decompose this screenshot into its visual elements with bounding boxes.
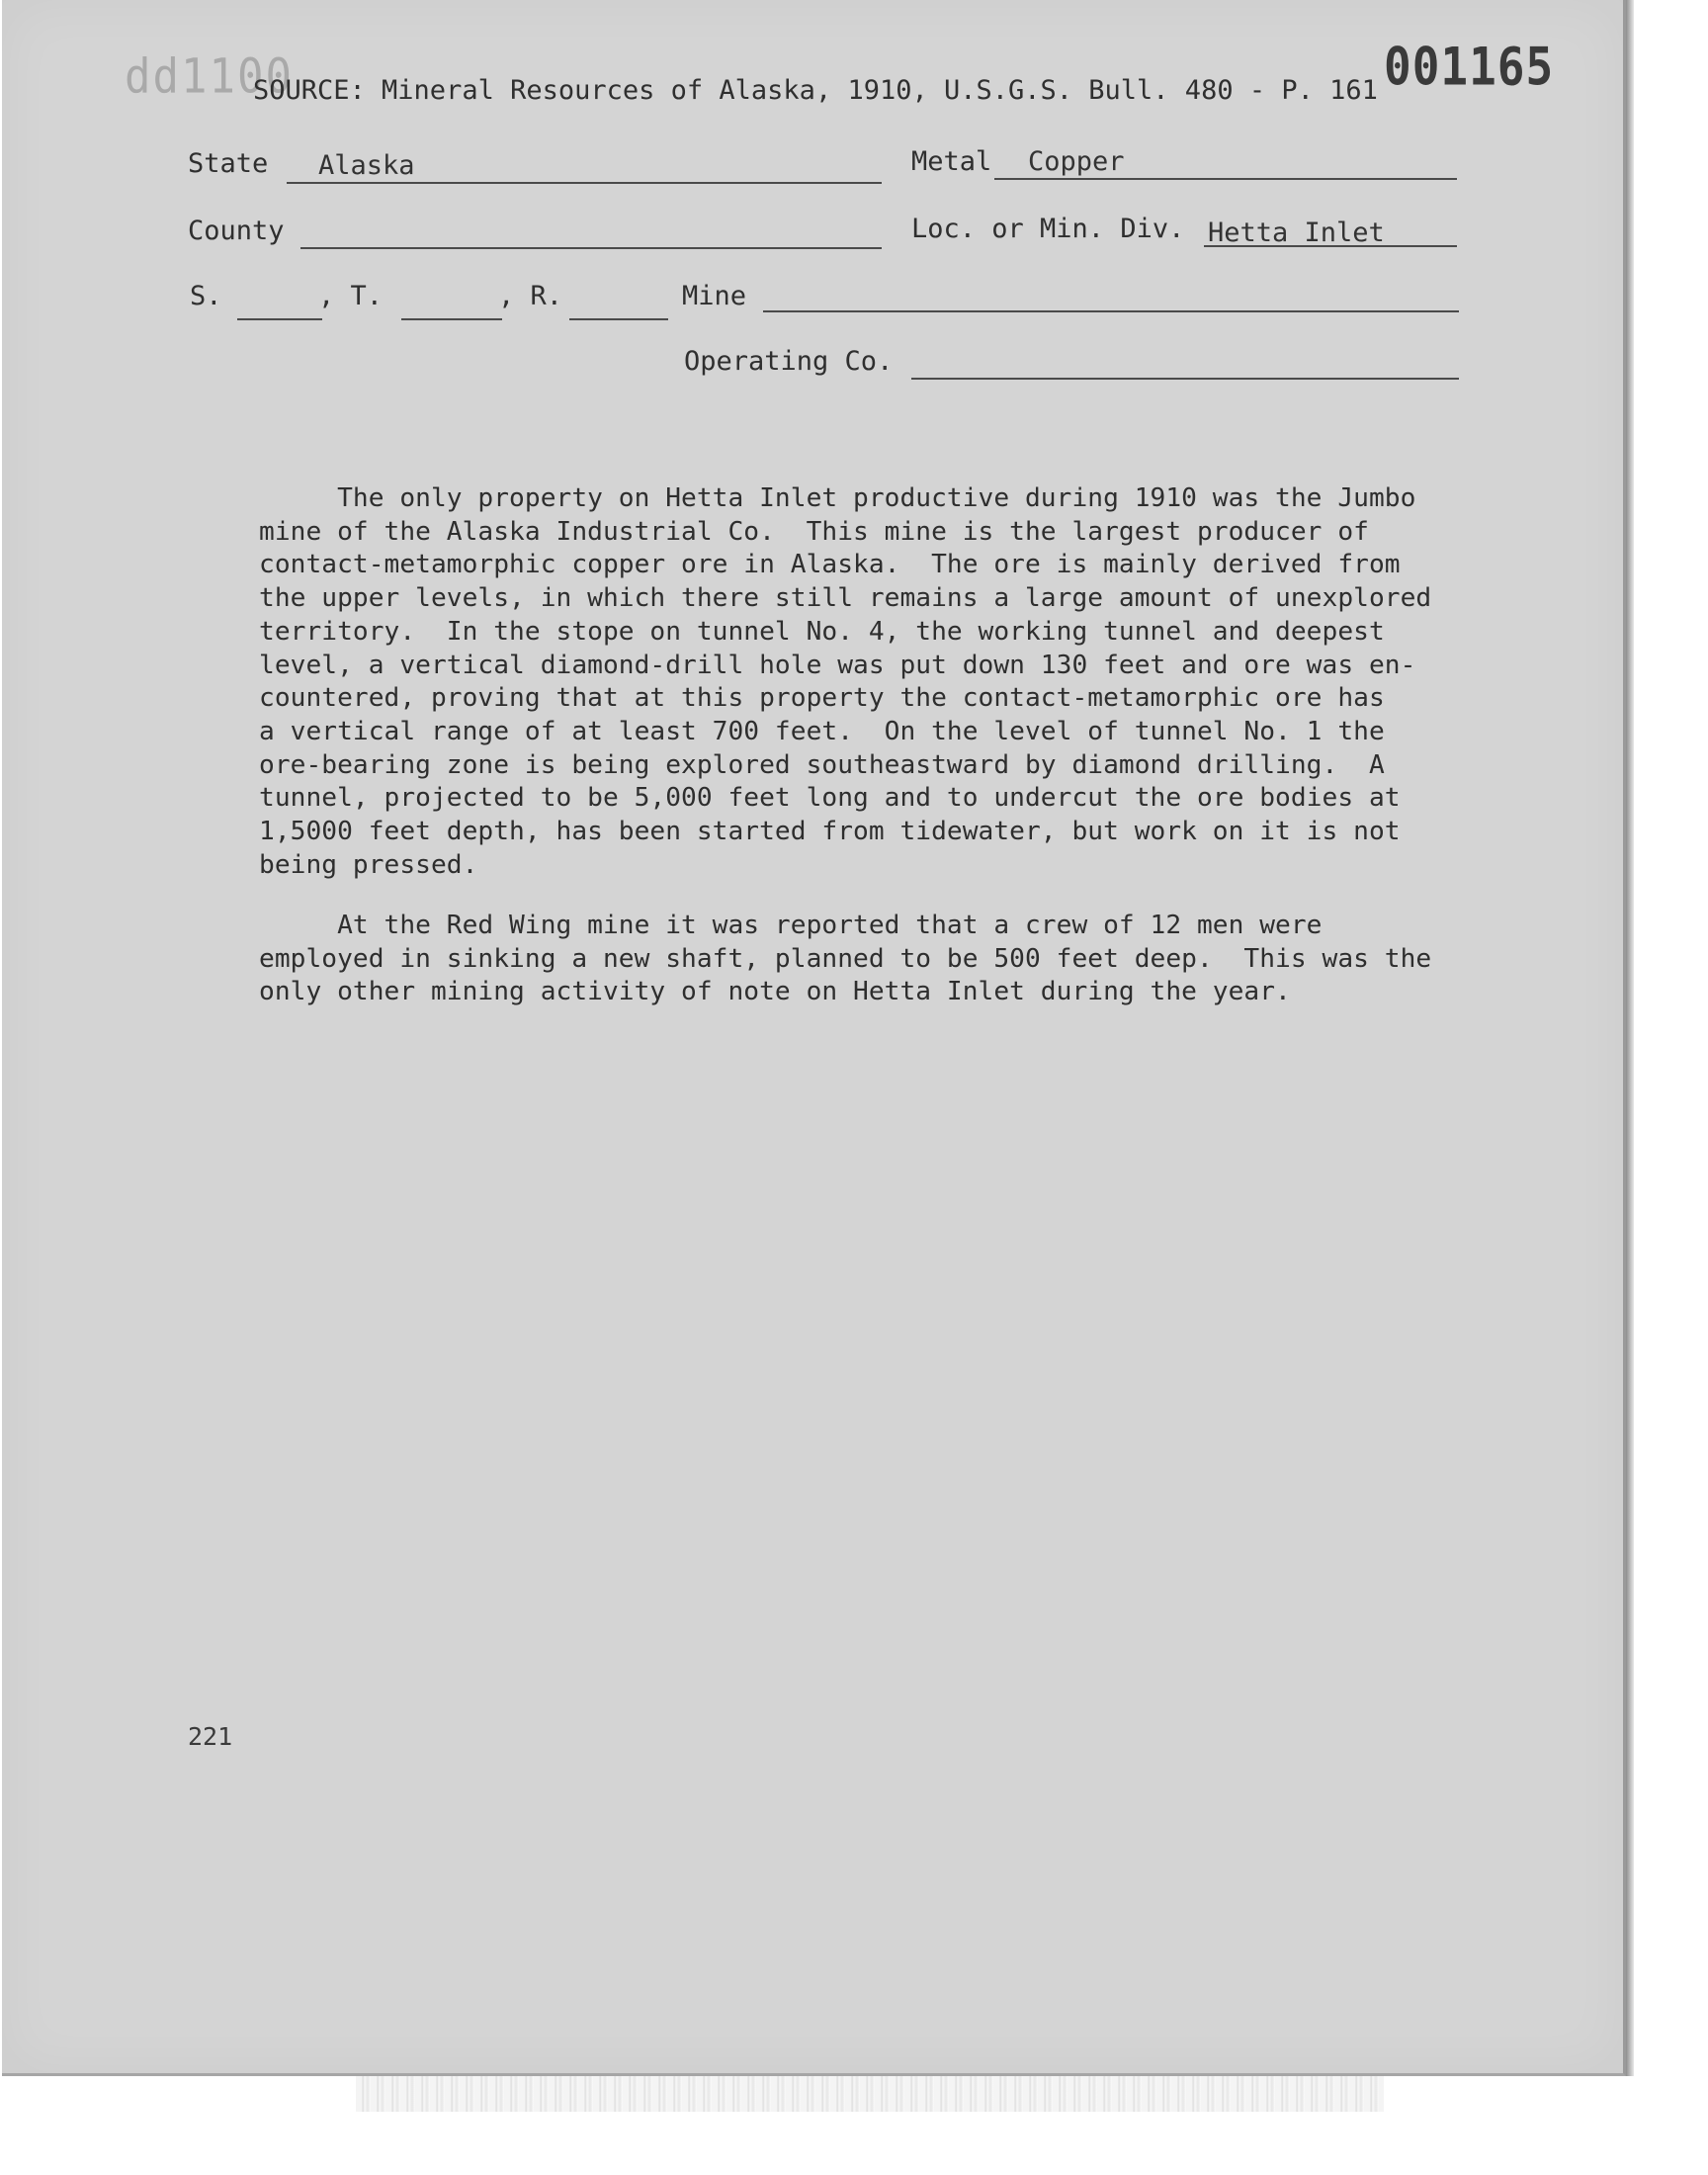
township-label: , T.	[318, 281, 384, 311]
body-paragraph-2	[259, 910, 1431, 1009]
paragraph-1-line: 1,5000 feet depth, has been started from tidewater, but work on it is not	[259, 817, 1401, 847]
paragraph-1-line: the upper levels, in which there still remains a large amount of unexplored	[259, 583, 1432, 614]
county-label: County	[188, 216, 285, 246]
paragraph-1-line: territory. In the stope on tunnel No. 4, the working tunnel and deepest	[259, 616, 1385, 647]
county-underline	[300, 247, 882, 249]
metal-underline	[994, 178, 1457, 180]
paragraph-1-line: a vertical range of at least 700 feet. On the level of tunnel No. 1 the	[259, 716, 1385, 746]
metal-value: Copper	[1028, 146, 1125, 177]
section-label: S.	[190, 281, 222, 311]
range-label: , R.	[498, 281, 563, 311]
loc-value: Hetta Inlet	[1208, 218, 1385, 248]
state-value: Alaska	[318, 150, 415, 181]
paragraph-1-line: ore-bearing zone is being explored southeastward by diamond drilling. A	[259, 749, 1385, 780]
operating-co-underline	[911, 378, 1459, 380]
scan-streaks	[356, 2076, 1384, 2112]
mine-label: Mine	[682, 281, 747, 311]
state-label: State	[188, 148, 269, 179]
operating-co-label: Operating Co.	[684, 346, 894, 377]
loc-underline	[1204, 245, 1457, 247]
paragraph-1-line: tunnel, projected to be 5,000 feet long and to undercut the ore bodies at	[259, 783, 1401, 814]
paragraph-1-line: The only property on Hetta Inlet productive during 1910 was the Jumbo	[259, 483, 1416, 513]
paragraph-1-line: mine of the Alaska Industrial Co. This mine is the largest producer of	[259, 516, 1369, 547]
page-number: 221	[188, 1722, 233, 1751]
faded-stamp-number: dd1100	[125, 48, 294, 105]
paragraph-2-line: employed in sinking a new shaft, planned to be 500 feet deep. This was the	[259, 943, 1432, 974]
metal-label: Metal	[911, 146, 992, 177]
paragraph-1-line: being pressed.	[259, 849, 478, 880]
range-underline	[569, 318, 668, 320]
paragraph-2-line: only other mining activity of note on Hetta Inlet during the year.	[259, 977, 1291, 1007]
loc-label: Loc. or Min. Div.	[911, 214, 1185, 244]
source-line: SOURCE: Mineral Resources of Alaska, 1910, U.S.G.S. Bull. 480 - P. 161	[253, 75, 1378, 106]
stamped-record-number: 001165	[1384, 35, 1555, 98]
mine-underline	[763, 310, 1459, 312]
state-underline	[287, 182, 882, 184]
paragraph-1-line: contact-metamorphic copper ore in Alaska. The ore is mainly derived from	[259, 550, 1401, 580]
township-underline	[401, 318, 502, 320]
body-paragraph-1	[259, 482, 1431, 882]
scan-edge	[1626, 0, 1634, 2076]
paragraph-1-line: level, a vertical diamond-drill hole was put down 130 feet and ore was en-	[259, 650, 1416, 680]
paragraph-1-line: countered, proving that at this property the contact-metamorphic ore has	[259, 683, 1385, 714]
section-underline	[237, 318, 322, 320]
paragraph-2-line: At the Red Wing mine it was reported that a crew of 12 men were	[259, 911, 1323, 940]
